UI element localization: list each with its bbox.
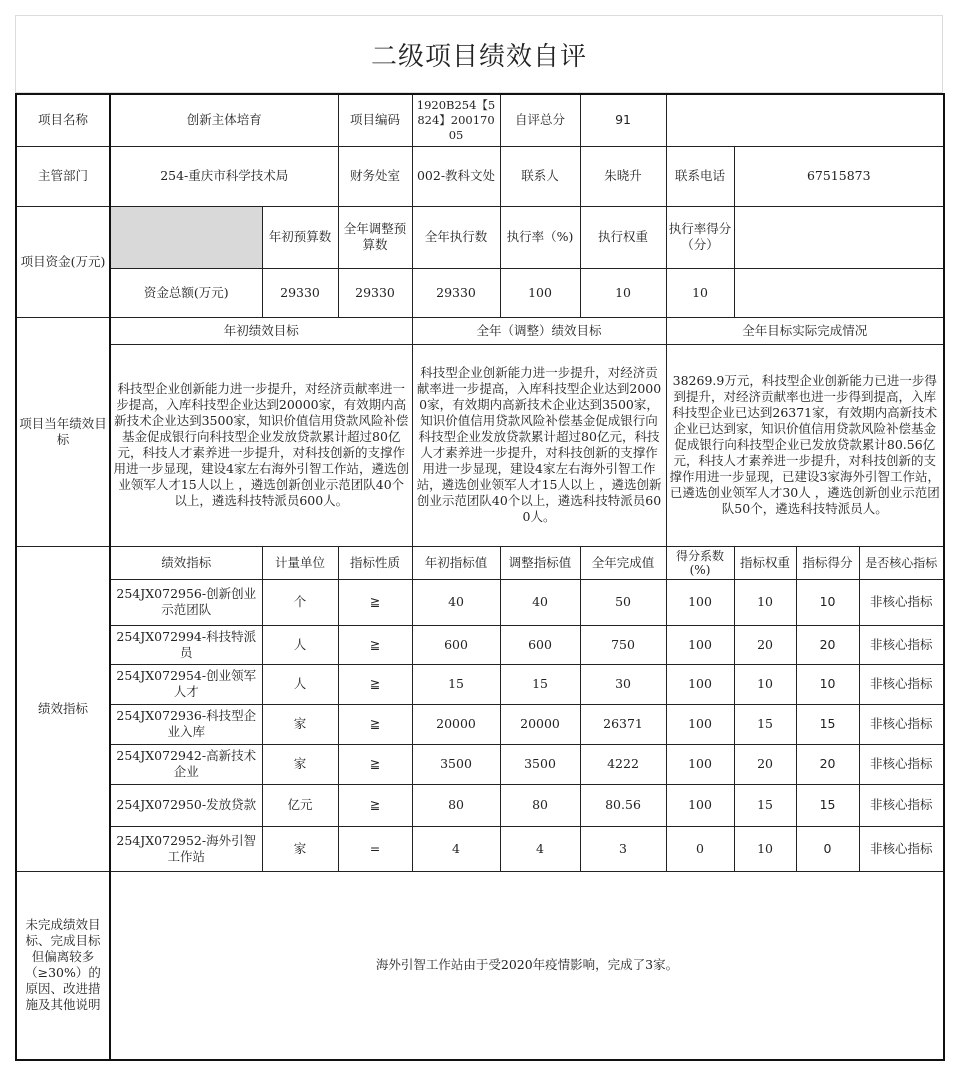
goals-body-row bbox=[16, 344, 944, 546]
funds-value: 10 bbox=[580, 268, 666, 317]
empty-cell bbox=[666, 94, 944, 146]
kpi-weight: 10 bbox=[734, 664, 796, 704]
goals-header-adjusted: 全年（调整）绩效目标 bbox=[412, 317, 666, 344]
kpi-nature: ≧ bbox=[338, 704, 412, 744]
kpi-unit: 亿元 bbox=[262, 784, 338, 826]
kpi-row bbox=[16, 744, 944, 784]
funds-header: 执行率得分（分） bbox=[666, 206, 734, 268]
goals-header-initial: 年初绩效目标 bbox=[110, 317, 412, 344]
funds-header: 全年调整预算数 bbox=[338, 206, 412, 268]
kpi-unit: 家 bbox=[262, 744, 338, 784]
goals-label: 项目当年绩效目标 bbox=[16, 317, 110, 546]
kpi-unit: 个 bbox=[262, 579, 338, 625]
kpi-core: 非核心指标 bbox=[859, 625, 944, 664]
project-name-value: 创新主体培育 bbox=[110, 94, 338, 146]
kpi-nature: = bbox=[338, 826, 412, 871]
kpi-initial: 3500 bbox=[412, 744, 500, 784]
kpi-initial: 80 bbox=[412, 784, 500, 826]
kpi-header: 指标权重 bbox=[734, 546, 796, 579]
kpi-row bbox=[16, 664, 944, 704]
goals-adjusted-text: 科技型企业创新能力进一步提升，对经济贡献率进一步提高，入库科技型企业达到20000家，有效期内高新技术企业达到3500家，知识价值信用贷款风险补偿基金促成银行向科技型企业发放贷款累计超过80亿元，科技人才素养进一步提升，对科技创新的支撑作用进一步显现，建设4家左右海外引智工作站，遴选创业领军人才15人以上 ，遴选创新创业示范团队40个以上，遴选科技特派员600人。 bbox=[412, 344, 666, 546]
kpi-initial: 4 bbox=[412, 826, 500, 871]
kpi-name: 254JX072954-创业领军人才 bbox=[110, 664, 262, 704]
kpi-core: 非核心指标 bbox=[859, 784, 944, 826]
kpi-initial: 40 bbox=[412, 579, 500, 625]
phone-label: 联系电话 bbox=[666, 146, 734, 206]
funds-value: 10 bbox=[666, 268, 734, 317]
kpi-score: 20 bbox=[796, 744, 859, 784]
finance-label: 财务处室 bbox=[338, 146, 412, 206]
kpi-actual: 750 bbox=[580, 625, 666, 664]
kpi-actual: 30 bbox=[580, 664, 666, 704]
funds-header-row bbox=[16, 206, 944, 268]
kpi-actual: 3 bbox=[580, 826, 666, 871]
dept-value: 254-重庆市科学技术局 bbox=[110, 146, 338, 206]
kpi-coef: 100 bbox=[666, 664, 734, 704]
funds-value-row bbox=[16, 268, 944, 317]
kpi-label: 绩效指标 bbox=[16, 546, 110, 871]
funds-value: 29330 bbox=[262, 268, 338, 317]
kpi-score: 20 bbox=[796, 625, 859, 664]
kpi-coef: 100 bbox=[666, 579, 734, 625]
kpi-core: 非核心指标 bbox=[859, 744, 944, 784]
kpi-score: 0 bbox=[796, 826, 859, 871]
kpi-weight: 15 bbox=[734, 784, 796, 826]
project-code-value: 1920B254【5824】20017005 bbox=[412, 94, 500, 146]
kpi-nature: ≧ bbox=[338, 625, 412, 664]
project-code-label: 项目编码 bbox=[338, 94, 412, 146]
kpi-header: 是否核心指标 bbox=[859, 546, 944, 579]
funds-blank-cell bbox=[110, 206, 262, 268]
kpi-weight: 15 bbox=[734, 704, 796, 744]
goals-header-actual: 全年目标实际完成情况 bbox=[666, 317, 944, 344]
kpi-score: 10 bbox=[796, 579, 859, 625]
contact-label: 联系人 bbox=[500, 146, 580, 206]
kpi-coef: 100 bbox=[666, 784, 734, 826]
kpi-coef: 0 bbox=[666, 826, 734, 871]
kpi-row bbox=[16, 704, 944, 744]
page-title-box bbox=[15, 15, 943, 93]
kpi-adjusted: 3500 bbox=[500, 744, 580, 784]
kpi-header: 绩效指标 bbox=[110, 546, 262, 579]
kpi-coef: 100 bbox=[666, 704, 734, 744]
funds-header: 执行权重 bbox=[580, 206, 666, 268]
kpi-coef: 100 bbox=[666, 744, 734, 784]
kpi-adjusted: 20000 bbox=[500, 704, 580, 744]
kpi-header-row bbox=[16, 546, 944, 579]
goals-actual-text: 38269.9万元，科技型企业创新能力已进一步得到提升，对经济贡献率也进一步得到提高，入库科技型企业已达到26371家，有效期内高新技术企业已达到家，知识价值信用贷款风险补偿基金促成银行向科技型企业已发放贷款累计80.56亿元，科技人才素养进一步提升，对科技创新的支撑作用进一步显现，已建设3家海外引智工作站，已遴选创业领军人才30人 ，遴选创新创业示范团队50个，遴选科技特派员人。 bbox=[666, 344, 944, 546]
evaluation-table bbox=[15, 93, 945, 1061]
project-name-label: 项目名称 bbox=[16, 94, 110, 146]
kpi-actual: 80.56 bbox=[580, 784, 666, 826]
kpi-core: 非核心指标 bbox=[859, 826, 944, 871]
kpi-initial: 20000 bbox=[412, 704, 500, 744]
dept-label: 主管部门 bbox=[16, 146, 110, 206]
notes-label: 未完成绩效目标、完成目标但偏离较多（≥30%）的原因、改进措施及其他说明 bbox=[16, 871, 110, 1060]
funds-value: 100 bbox=[500, 268, 580, 317]
kpi-adjusted: 600 bbox=[500, 625, 580, 664]
kpi-row bbox=[16, 625, 944, 664]
funds-header: 全年执行数 bbox=[412, 206, 500, 268]
kpi-actual: 26371 bbox=[580, 704, 666, 744]
kpi-nature: ≧ bbox=[338, 579, 412, 625]
finance-value: 002-教科文处 bbox=[412, 146, 500, 206]
kpi-name: 254JX072942-高新技术企业 bbox=[110, 744, 262, 784]
kpi-actual: 4222 bbox=[580, 744, 666, 784]
kpi-nature: ≧ bbox=[338, 744, 412, 784]
kpi-adjusted: 4 bbox=[500, 826, 580, 871]
kpi-adjusted: 40 bbox=[500, 579, 580, 625]
kpi-core: 非核心指标 bbox=[859, 664, 944, 704]
kpi-header: 全年完成值 bbox=[580, 546, 666, 579]
kpi-initial: 600 bbox=[412, 625, 500, 664]
kpi-nature: ≧ bbox=[338, 784, 412, 826]
kpi-name: 254JX072956-创新创业示范团队 bbox=[110, 579, 262, 625]
phone-value: 67515873 bbox=[734, 146, 944, 206]
funds-header: 执行率（%) bbox=[500, 206, 580, 268]
kpi-coef: 100 bbox=[666, 625, 734, 664]
goals-header-row bbox=[16, 317, 944, 344]
goals-initial-text: 科技型企业创新能力进一步提升，对经济贡献率进一步提高，入库科技型企业达到20000家，有效期内高新技术企业达到3500家，知识价值信用贷款风险补偿基金促成银行向科技型企业发放贷款累计超过80亿元，科技人才素养进一步提升，对科技创新的支撑作用进一步显现，建设4家左右海外引智工作站，遴选创业领军人才15人以上 ，遴选创新创业示范团队40个以上，遴选科技特派员600人。 bbox=[110, 344, 412, 546]
kpi-unit: 家 bbox=[262, 704, 338, 744]
kpi-score: 15 bbox=[796, 704, 859, 744]
notes-text: 海外引智工作站由于受2020年疫情影响，完成了3家。 bbox=[110, 871, 944, 1060]
kpi-header: 年初指标值 bbox=[412, 546, 500, 579]
notes-row bbox=[16, 871, 944, 1060]
funds-header: 年初预算数 bbox=[262, 206, 338, 268]
kpi-row bbox=[16, 579, 944, 625]
kpi-score: 15 bbox=[796, 784, 859, 826]
empty-cell bbox=[734, 206, 944, 268]
funds-value: 29330 bbox=[338, 268, 412, 317]
kpi-core: 非核心指标 bbox=[859, 704, 944, 744]
kpi-row bbox=[16, 826, 944, 871]
contact-value: 朱晓升 bbox=[580, 146, 666, 206]
kpi-header: 得分系数(%) bbox=[666, 546, 734, 579]
kpi-weight: 10 bbox=[734, 826, 796, 871]
kpi-weight: 20 bbox=[734, 625, 796, 664]
page-title: 二级项目绩效自评 bbox=[370, 41, 587, 72]
kpi-unit: 家 bbox=[262, 826, 338, 871]
empty-cell bbox=[734, 268, 944, 317]
info-row-2 bbox=[16, 146, 944, 206]
funds-row-label: 资金总额(万元) bbox=[110, 268, 262, 317]
kpi-unit: 人 bbox=[262, 625, 338, 664]
kpi-header: 计量单位 bbox=[262, 546, 338, 579]
funds-label: 项目资金(万元) bbox=[16, 206, 110, 317]
kpi-score: 10 bbox=[796, 664, 859, 704]
kpi-row bbox=[16, 784, 944, 826]
score-label: 自评总分 bbox=[500, 94, 580, 146]
kpi-adjusted: 15 bbox=[500, 664, 580, 704]
kpi-actual: 50 bbox=[580, 579, 666, 625]
kpi-weight: 10 bbox=[734, 579, 796, 625]
kpi-core: 非核心指标 bbox=[859, 579, 944, 625]
kpi-header: 指标性质 bbox=[338, 546, 412, 579]
kpi-name: 254JX072952-海外引智工作站 bbox=[110, 826, 262, 871]
kpi-unit: 人 bbox=[262, 664, 338, 704]
kpi-nature: ≧ bbox=[338, 664, 412, 704]
kpi-name: 254JX072936-科技型企业入库 bbox=[110, 704, 262, 744]
kpi-header: 调整指标值 bbox=[500, 546, 580, 579]
score-value: 91 bbox=[580, 94, 666, 146]
kpi-adjusted: 80 bbox=[500, 784, 580, 826]
kpi-header: 指标得分 bbox=[796, 546, 859, 579]
kpi-name: 254JX072994-科技特派员 bbox=[110, 625, 262, 664]
kpi-name: 254JX072950-发放贷款 bbox=[110, 784, 262, 826]
kpi-initial: 15 bbox=[412, 664, 500, 704]
kpi-weight: 20 bbox=[734, 744, 796, 784]
funds-value: 29330 bbox=[412, 268, 500, 317]
info-row-1 bbox=[16, 94, 944, 146]
